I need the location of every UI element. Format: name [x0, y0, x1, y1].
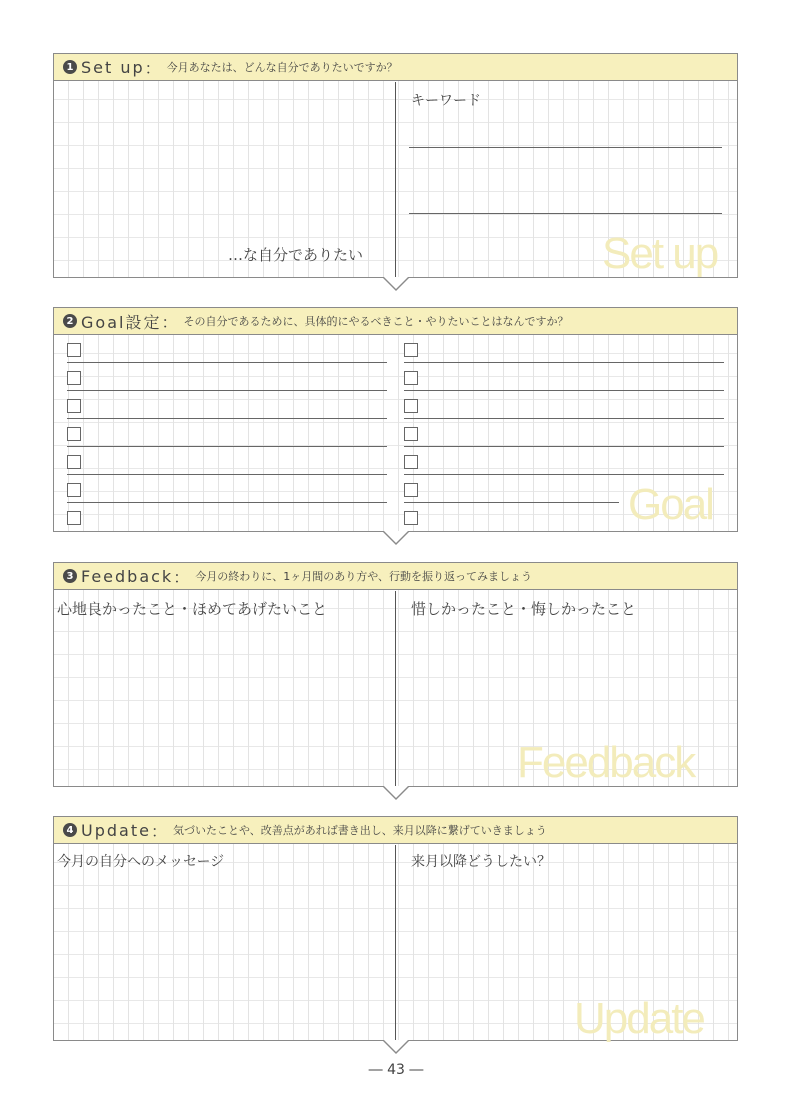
update-arrow-fill [384, 1040, 408, 1052]
update-title: Update [81, 820, 151, 840]
goal-checkbox-right-4[interactable] [404, 427, 418, 441]
goal-subtitle: その自分であるために、具体的にやるべきこと・やりたいことはなんですか？ [183, 315, 569, 328]
goal-checkbox-right-1[interactable] [404, 343, 418, 357]
update-watermark: Update [574, 994, 704, 1043]
feedback-divider [395, 591, 396, 787]
goal-header [54, 308, 737, 335]
goal-checkbox-right-7[interactable] [404, 511, 418, 525]
page-number: ― 43 ― [368, 1062, 424, 1078]
update-number-badge: 4 [63, 823, 77, 837]
goal-line-right-6[interactable] [404, 502, 619, 503]
goal-checkbox-left-3[interactable] [67, 399, 81, 413]
goal-checkbox-right-3[interactable] [404, 399, 418, 413]
goal-line-left-3[interactable] [67, 418, 387, 419]
feedback-regret-label: 惜しかったこと・悔しかったこと [411, 600, 637, 618]
goal-number-badge: 2 [63, 314, 77, 328]
update-divider [395, 845, 396, 1041]
goal-title: Goal設定 [81, 312, 162, 332]
setup-colon: ： [144, 58, 163, 78]
goal-checkbox-right-2[interactable] [404, 371, 418, 385]
feedback-arrow-fill [384, 786, 408, 798]
setup-self-label: …な自分でありたい [228, 246, 364, 264]
setup-title: Set up [81, 57, 145, 77]
goal-watermark: Goal [628, 480, 713, 529]
feedback-colon: ： [173, 567, 192, 587]
feedback-watermark: Feedback [517, 738, 695, 787]
update-message-label: 今月の自分へのメッセージ [57, 854, 225, 870]
goal-line-left-5[interactable] [67, 474, 387, 475]
goal-arrow-fill [384, 531, 408, 543]
goal-section [53, 307, 738, 532]
feedback-number-badge: 3 [63, 569, 77, 583]
setup-divider [395, 82, 396, 278]
goal-line-left-6[interactable] [67, 502, 387, 503]
setup-arrow-fill [384, 277, 408, 289]
feedback-good-label: 心地良かったこと・ほめてあげたいこと [57, 600, 328, 618]
feedback-title: Feedback [81, 566, 174, 586]
goal-checkbox-left-4[interactable] [67, 427, 81, 441]
setup-watermark: Set up [602, 229, 718, 278]
goal-checkbox-left-2[interactable] [67, 371, 81, 385]
setup-number-badge: 1 [63, 60, 77, 74]
setup-keyword-label: キーワード [411, 93, 481, 109]
update-section [53, 816, 738, 1041]
goal-line-left-4[interactable] [67, 446, 387, 447]
setup-subtitle: 今月あなたは、どんな自分でありたいですか？ [166, 61, 398, 74]
update-subtitle: 気づいたことや、改善点があれば書き出し、来月以降に繋げていきましょう [172, 824, 547, 837]
setup-header [54, 54, 737, 81]
goal-line-right-3[interactable] [404, 418, 724, 419]
goal-line-left-2[interactable] [67, 390, 387, 391]
setup-keyword-line-2[interactable] [409, 213, 722, 214]
update-header [54, 817, 737, 844]
goal-checkbox-left-6[interactable] [67, 483, 81, 497]
goal-checkbox-right-6[interactable] [404, 483, 418, 497]
goal-line-right-5[interactable] [404, 474, 724, 475]
feedback-header [54, 563, 737, 590]
goal-line-left-1[interactable] [67, 362, 387, 363]
goal-line-right-1[interactable] [404, 362, 724, 363]
setup-section [53, 53, 738, 278]
feedback-section [53, 562, 738, 787]
goal-colon: ： [161, 312, 180, 332]
goal-checkbox-left-5[interactable] [67, 455, 81, 469]
goal-checkbox-left-1[interactable] [67, 343, 81, 357]
update-next-label: 来月以降どうしたい？ [411, 854, 551, 870]
goal-checkbox-right-5[interactable] [404, 455, 418, 469]
goal-line-right-4[interactable] [404, 446, 724, 447]
update-colon: ： [150, 821, 169, 841]
goal-line-right-2[interactable] [404, 390, 724, 391]
feedback-subtitle: 今月の終わりに、1ヶ月間のあり方や、行動を振り返ってみましょう [195, 570, 532, 583]
setup-keyword-line-1[interactable] [409, 147, 722, 148]
goal-checkbox-left-7[interactable] [67, 511, 81, 525]
